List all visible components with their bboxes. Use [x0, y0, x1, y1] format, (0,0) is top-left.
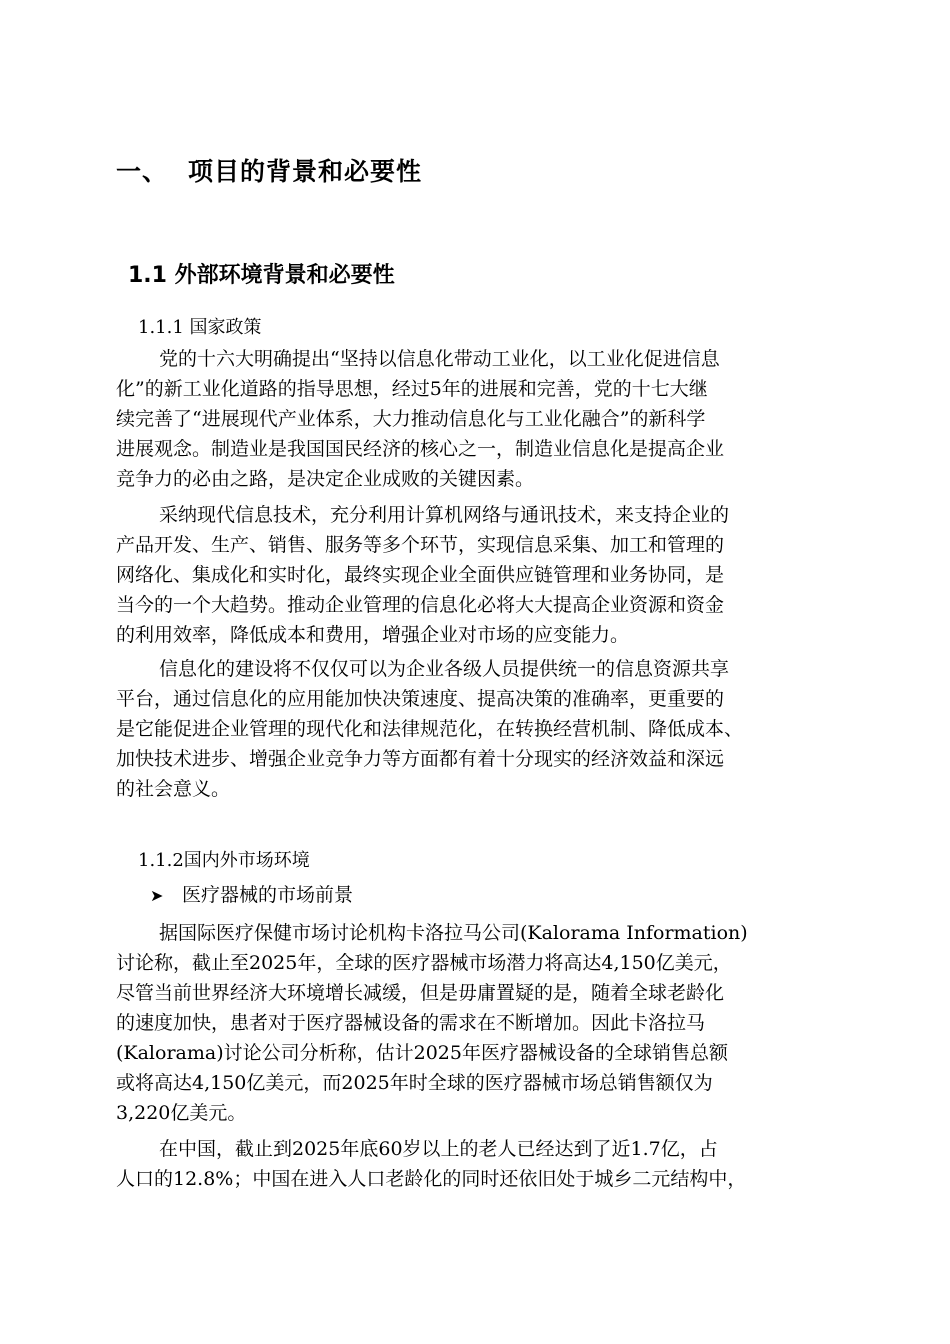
text-line: 产品开发、生产、销售、服务等多个环节，实现信息采集、加工和管理的 — [116, 534, 725, 556]
text-line: 网络化、集成化和实时化，最终实现企业全面供应链管理和业务协同，是 — [116, 564, 725, 586]
bullet-text: 医疗器械的市场前景 — [182, 884, 354, 906]
chapter-number: 一、 — [116, 157, 169, 186]
paragraph — [116, 500, 836, 650]
text-line: 的利用效率，降低成本和费用，增强企业对市场的应变能力。 — [116, 624, 630, 646]
text-line: 的社会意义。 — [116, 778, 231, 800]
text-line: 的速度加快，患者对于医疗器械设备的需求在不断增加。因此卡洛拉马 — [116, 1012, 706, 1034]
paragraph — [116, 1134, 836, 1194]
text-line: 据国际医疗保健市场讨论机构卡洛拉马公司(Kalorama Information) — [159, 922, 748, 944]
text-line: 党的十六大明确提出“坚持以信息化带动工业化，以工业化促进信息 — [159, 348, 720, 370]
text-line: 在中国，截止到2025年底60岁以上的老人已经达到了近1.7亿，占 — [159, 1138, 718, 1160]
text-line: 3,220亿美元。 — [116, 1102, 247, 1124]
text-line: 人口的12.8%；中国在进入人口老龄化的同时还依旧处于城乡二元结构中， — [116, 1168, 747, 1190]
text-line: 采纳现代信息技术，充分利用计算机网络与通讯技术，来支持企业的 — [159, 504, 730, 526]
bullet-item — [150, 880, 353, 907]
text-line: 信息化的建设将不仅仅可以为企业各级人员提供统一的信息资源共享 — [159, 658, 730, 680]
subsection-heading-national-policy: 1.1.1 国家政策 — [138, 317, 262, 338]
text-line: 尽管当前世界经济大环境增长减缓，但是毋庸置疑的是，随着全球老龄化 — [116, 982, 725, 1004]
text-line: 平台，通过信息化的应用能加快决策速度、提高决策的准确率，更重要的 — [116, 688, 725, 710]
paragraph — [116, 344, 836, 494]
text-line: 或将高达4,150亿美元，而2025年时全球的医疗器械市场总销售额仅为 — [116, 1072, 713, 1094]
text-line: 当今的一个大趋势。推动企业管理的信息化必将大大提高企业资源和资金 — [116, 594, 725, 616]
text-line: 竞争力的必由之路，是决定企业成败的关键因素。 — [116, 468, 535, 490]
chapter-heading — [116, 152, 422, 188]
text-line: 是它能促进企业管理的现代化和法律规范化，在转换经营机制、降低成本、 — [116, 718, 744, 740]
paragraph — [116, 654, 836, 804]
text-line: 加快技术进步、增强企业竞争力等方面都有着十分现实的经济效益和深远 — [116, 748, 725, 770]
text-line: 续完善了“进展现代产业体系，大力推动信息化与工业化融合”的新科学 — [116, 408, 706, 430]
chapter-title: 项目的背景和必要性 — [188, 157, 423, 186]
text-line: 讨论称，截止至2025年，全球的医疗器械市场潜力将高达4,150亿美元， — [116, 952, 732, 974]
arrow-bullet-icon: ➤ — [150, 886, 164, 905]
subsection-heading-market-environment: 1.1.2国内外市场环境 — [138, 850, 310, 871]
text-line: (Kalorama)讨论公司分析称，估计2025年医疗器械设备的全球销售总额 — [116, 1042, 728, 1064]
text-line: 化”的新工业化道路的指导思想，经过5年的进展和完善，党的十七大继 — [116, 378, 708, 400]
paragraph — [116, 918, 836, 1128]
section-heading: 1.1 外部环境背景和必要性 — [128, 263, 395, 288]
text-line: 进展观念。制造业是我国国民经济的核心之一，制造业信息化是提高企业 — [116, 438, 725, 460]
